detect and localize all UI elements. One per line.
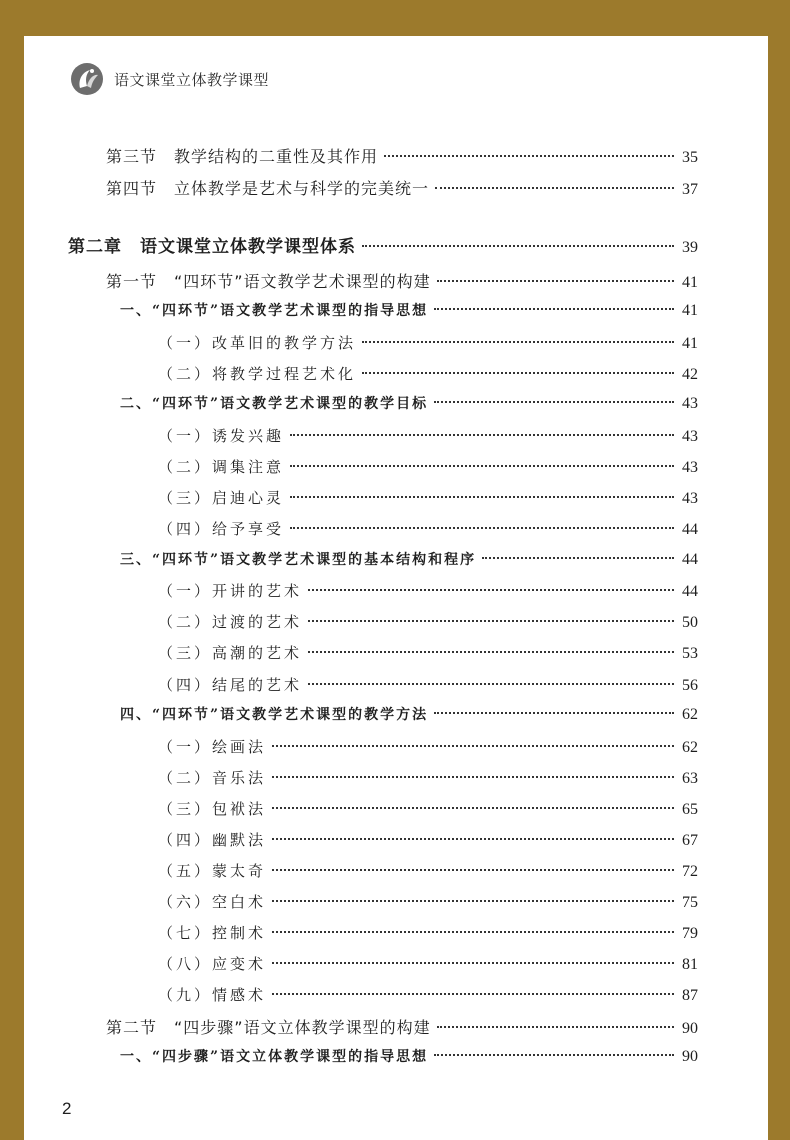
toc-entry-page: 35 [682,149,698,166]
toc-entry-page: 41 [682,335,698,352]
dot-leader [434,308,674,310]
toc-entry [120,704,698,724]
toc-entry-page: 81 [682,956,698,973]
dot-leader [290,496,674,498]
dot-leader [272,993,674,995]
toc-entry-page: 90 [682,1020,698,1037]
dot-leader [308,683,674,685]
toc-entry-title: （四）幽默法 [158,831,267,849]
toc-entry-page: 90 [682,1048,698,1065]
toc-entry-page: 62 [682,739,698,756]
dot-leader [437,1026,674,1028]
dot-leader [437,280,674,282]
dot-leader [272,869,674,871]
dot-leader [272,807,674,809]
toc-entry-title: 第二节 “四步骤”语文立体教学课型的构建 [106,1018,431,1037]
toc-entry-title: （五）蒙太奇 [158,862,267,880]
toc-entry [158,425,698,446]
toc-entry-title: （三）高潮的艺术 [158,644,303,662]
dot-leader [434,712,674,714]
dot-leader [272,931,674,933]
toc-entry-title: （七）控制术 [158,924,267,942]
dot-leader [272,962,674,964]
toc-entry [158,767,698,788]
toc-entry-page: 44 [682,521,698,538]
dot-leader [384,155,674,157]
toc-entry-title: （一）改革旧的教学方法 [158,334,357,352]
toc-entry [158,487,698,508]
dot-leader [308,589,674,591]
dot-leader [362,372,674,374]
toc-entry-title: 一、“四环节”语文教学艺术课型的指导思想 [120,303,429,319]
toc-entry-title: 一、“四步骤”语文立体教学课型的指导思想 [120,1049,429,1065]
toc-entry-page: 42 [682,366,698,383]
toc-entry-title: （一）诱发兴趣 [158,427,285,445]
book-page [24,36,768,1140]
toc-entry-page: 43 [682,490,698,507]
running-header [70,62,269,96]
toc-entry [106,144,698,167]
toc-entry-page: 65 [682,801,698,818]
toc-entry [106,176,698,199]
toc-entry [158,456,698,477]
dot-leader [290,527,674,529]
toc-entry [120,1046,698,1066]
toc-entry-page: 39 [682,239,698,256]
toc-entry [158,642,698,663]
dot-leader [362,341,674,343]
dot-leader [482,557,674,559]
toc-entry-title: （二）过渡的艺术 [158,613,303,631]
toc-entry-page: 43 [682,395,698,412]
toc-entry-title: （三）包袱法 [158,800,267,818]
toc-entry-title: （二）调集注意 [158,458,285,476]
toc-entry [158,829,698,850]
toc-entry [158,611,698,632]
toc-entry-page: 72 [682,863,698,880]
toc-entry-page: 41 [682,302,698,319]
toc-entry [68,232,698,257]
dot-leader [434,1054,674,1056]
toc-entry [158,891,698,912]
toc-entry-page: 44 [682,583,698,600]
toc-entry-page: 87 [682,987,698,1004]
toc-entry-page: 67 [682,832,698,849]
toc-entry-title: （八）应变术 [158,955,267,973]
dot-leader [435,187,674,189]
dot-leader [308,620,674,622]
toc-entry-title: （二）将教学过程艺术化 [158,365,357,383]
toc-entry-title: 第一节 “四环节”语文教学艺术课型的构建 [106,272,431,291]
dot-leader [434,401,674,403]
dot-leader [272,900,674,902]
toc-entry [158,798,698,819]
toc-entry-page: 43 [682,459,698,476]
running-header-title: 语文课堂立体教学课型 [114,70,270,89]
toc-entry-title: 三、“四环节”语文教学艺术课型的基本结构和程序 [120,552,477,568]
dot-leader [272,776,674,778]
toc-entry-title: （九）情感术 [158,986,267,1004]
toc-entry [158,984,698,1005]
toc-entry-page: 79 [682,925,698,942]
dot-leader [272,838,674,840]
toc-entry-title: （三）启迪心灵 [158,489,285,507]
toc-entry [158,674,698,695]
toc-entry-page: 53 [682,645,698,662]
toc-entry-page: 37 [682,181,698,198]
toc-entry-page: 56 [682,677,698,694]
toc-entry [120,300,698,320]
toc-entry-title: 四、“四环节”语文教学艺术课型的教学方法 [120,707,429,723]
toc-entry-title: （一）绘画法 [158,738,267,756]
dot-leader [272,745,674,747]
toc-entry [120,549,698,569]
dot-leader [308,651,674,653]
toc-entry [158,580,698,601]
toc-entry-title: 第四节 立体教学是艺术与科学的完美统一 [106,179,430,198]
swan-feather-logo-icon [70,62,104,96]
toc-entry [106,1015,698,1038]
dot-leader [290,465,674,467]
toc-entry [158,922,698,943]
toc-entry-page: 63 [682,770,698,787]
toc-entry-title: （二）音乐法 [158,769,267,787]
toc-entry [158,363,698,384]
toc-entry-title: 二、“四环节”语文教学艺术课型的教学目标 [120,396,429,412]
dot-leader [290,434,674,436]
toc-entry-title: （六）空白术 [158,893,267,911]
toc-entry-title: （一）开讲的艺术 [158,582,303,600]
toc-entry-page: 75 [682,894,698,911]
toc-entry-page: 44 [682,551,698,568]
toc-entry [158,518,698,539]
toc-entry [120,393,698,413]
toc-entry-title: 第二章 语文课堂立体教学课型体系 [68,237,356,257]
toc-entry [106,269,698,292]
toc-entry [158,332,698,353]
toc-entry [158,860,698,881]
toc-entry-page: 43 [682,428,698,445]
toc-entry-title: （四）结尾的艺术 [158,676,303,694]
toc-entry-page: 50 [682,614,698,631]
toc-entry-title: （四）给予享受 [158,520,285,538]
toc-entry-page: 62 [682,706,698,723]
dot-leader [362,245,674,247]
toc-entry [158,953,698,974]
toc-entry-title: 第三节 教学结构的二重性及其作用 [106,147,379,166]
toc-entry [158,736,698,757]
page-number: 2 [62,1099,72,1118]
toc-entry-page: 41 [682,274,698,291]
